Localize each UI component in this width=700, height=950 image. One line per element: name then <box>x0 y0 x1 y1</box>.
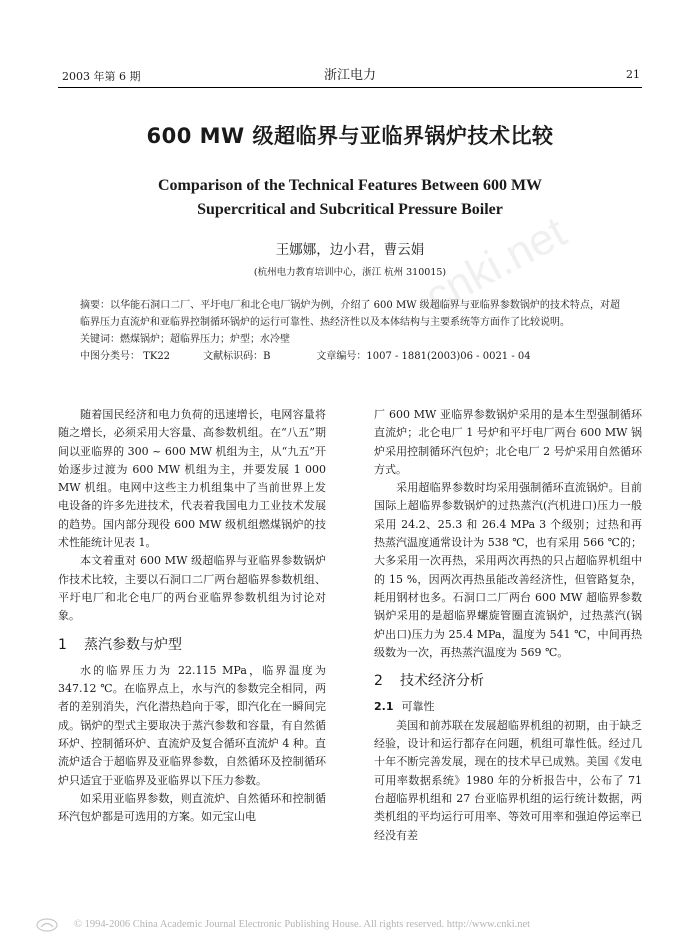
title-chinese: 600 MW 级超临界与亚临界锅炉技术比较 <box>146 124 554 148</box>
paragraph: 水的临界压力为 22.115 MPa，临界温度为 347.12 ℃。在临界点上，水与汽的参数完全相同，两者的差别消失，汽化潜热趋向于零，即汽化在一瞬间完成。锅炉的型式主要取决于蒸汽参数和容量，有自然循环炉、控制循环炉、直流炉及复合循环直流炉 4 种。直流炉适合于超临界及亚临界参数，自然循环及控制循环炉只适宜于亚临界及亚临界以下压力参数。 <box>58 663 326 787</box>
body-column-right <box>374 406 642 845</box>
paragraph: 如采用亚临界参数，则直流炉、自然循环和控制循环汽包炉都是可选用的方案。如元宝山电 <box>58 791 326 824</box>
subsection-heading-2-1 <box>374 698 642 716</box>
affiliation: (杭州电力教育培训中心，浙江 杭州 310015) <box>253 267 447 278</box>
section-heading-2 <box>374 672 642 690</box>
authors: 王娜娜，边小君，曹云娟 <box>275 242 425 258</box>
watermark: cnki.net <box>417 207 575 322</box>
document-code: 文献标识码：B <box>203 351 271 362</box>
classification-line <box>80 348 620 365</box>
section-number: 1 <box>58 636 67 653</box>
paragraph: 美国和前苏联在发展超临界机组的初期，由于缺乏经验，设计和运行都存在问题，机组可靠性低。经过几十年不断完善发展，现在的技术早已成熟。美国《发电可用率数据系统》1980 年的分析报告中，公布了 71 台超临界机组和 27 台亚临界机组的运行统计数据，两类机组的平均运行可用率、等效可用率和强迫停运率已经没有差 <box>374 718 642 842</box>
clc-number: 中图分类号： TK22 <box>80 351 171 362</box>
article-number: 文章编号：1007 - 1881(2003)06 - 0021 - 04 <box>316 351 531 362</box>
abstract-text: 摘要：以华能石洞口二厂、平圩电厂和北仑电厂锅炉为例，介绍了 600 MW 级超临界与亚临界参数锅炉的技术特点，对超临界压力直流炉和亚临界控制循环锅炉的运行可靠性、热经济性以及本体结构与主要系统等方面作了比较说明。 <box>80 300 620 328</box>
title-english <box>90 174 610 222</box>
body-column-left <box>58 406 326 827</box>
page-number: 21 <box>626 68 640 81</box>
journal-name: 浙江电力 <box>323 68 376 83</box>
title-english-line1: Comparison of the Technical Features Between 600 MW <box>157 177 543 194</box>
section-heading-1 <box>58 636 326 654</box>
publisher-logo-icon <box>36 918 58 932</box>
subsection-title: 可靠性 <box>401 700 435 714</box>
subsection-number: 2.1 <box>374 700 394 714</box>
paragraph: 采用超临界参数时均采用强制循环直流锅炉。目前国际上超临界参数锅炉的过热蒸汽(汽机进口)压力一般采用 24.2、25.3 和 26.4 MPa 3 个级别；过热和再热蒸汽温度通常设计为 538 ℃，也有采用 566 ℃的；大多采用一次再热，采用两次再热的只占超临界机组中的 15 %，因两次再热虽能改善经济性，但管路复杂，耗用钢材也多。石洞口二厂两台 600 MW 超临界参数锅炉采用的是超临界螺旋管圈直流锅炉，过热蒸汽(锅炉出口)压力为 25.4 MPa，温度为 541 ℃，中间再热级数为一次，再热蒸汽温度为 569 ℃。 <box>374 481 642 659</box>
abstract-block <box>80 297 620 365</box>
copyright-notice: © 1994-2006 China Academic Journal Electronic Publishing House. All rights reserved. http://www.cnki.net <box>74 919 531 930</box>
section-title: 技术经济分析 <box>400 673 484 690</box>
keywords: 关键词：燃煤锅炉；超临界压力；炉型；水冷壁 <box>80 334 290 345</box>
paragraph: 本文着重对 600 MW 级超临界与亚临界参数锅炉作技术比较，主要以石洞口二厂两台超临界参数机组、平圩电厂和北仑电厂的两台亚临界参数机组为讨论对象。 <box>58 554 326 623</box>
section-title: 蒸汽参数与炉型 <box>84 636 182 653</box>
running-header <box>58 64 642 86</box>
issue-label: 2003 年第 6 期 <box>62 70 141 83</box>
header-rule <box>58 87 642 88</box>
paragraph: 厂 600 MW 亚临界参数锅炉采用的是本生型强制循环直流炉；北仑电厂 1 号炉和平圩电厂两台 600 MW 锅炉采用控制循环汽包炉；北仑电厂 2 号炉采用自然循环方式。 <box>374 408 642 476</box>
paragraph: 随着国民经济和电力负荷的迅速增长，电网容量将随之增长，必须采用大容量、高参数机组。在“八五”期间以亚临界的 300 ~ 600 MW 机组为主，从“九五”开始逐步过渡为 600 MW 机组为主，并要发展 1 000 MW 机组。电网中这些主力机组集中了当前世界上发电设备的许多先进技术，代表着我国电力工业技术发展的趋势。国内部分现役 600 MW 级机组燃煤锅炉的技术性能统计见表 1。 <box>58 408 326 550</box>
section-number: 2 <box>374 673 383 690</box>
footer <box>0 916 700 936</box>
title-english-line2: Supercritical and Subcritical Pressure Boiler <box>197 201 503 218</box>
